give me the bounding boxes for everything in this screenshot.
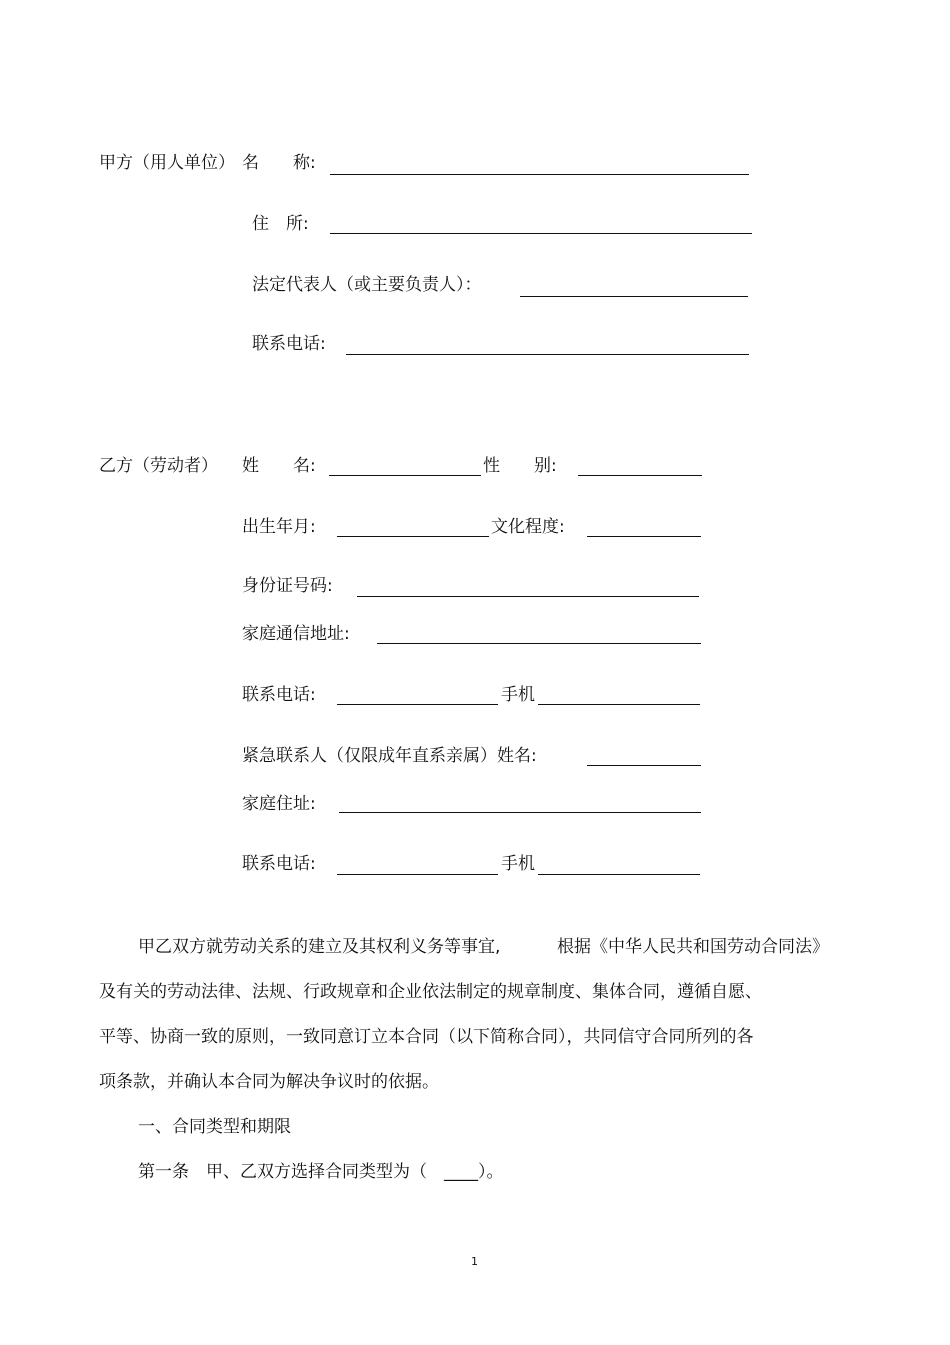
- party-a-address-field[interactable]: [330, 233, 752, 234]
- party-b-gender-label: 性 别:: [483, 456, 557, 476]
- party-b-id-label: 身份证号码:: [242, 576, 333, 596]
- party-b-name-field[interactable]: [329, 475, 481, 476]
- preamble-line-1a: 甲乙双方就劳动关系的建立及其权利义务等事宜,: [138, 937, 501, 957]
- preamble-line-2: 及有关的劳动法律、法规、行政规章和企业依法制定的规章制度、集体合同，遵循自愿、: [99, 982, 762, 1002]
- party-b-birth-label: 出生年月:: [242, 517, 316, 537]
- party-a-phone-field[interactable]: [346, 354, 749, 355]
- party-b-name-label: 姓 名:: [242, 456, 316, 476]
- party-b-home-address-label: 家庭通信地址:: [242, 624, 350, 644]
- party-b-education-field[interactable]: [587, 536, 701, 537]
- party-b-birth-field[interactable]: [337, 536, 489, 537]
- party-a-phone-label: 联系电话:: [252, 334, 326, 354]
- party-b-education-label: 文化程度:: [491, 517, 565, 537]
- party-a-address-label: 住 所:: [252, 214, 309, 234]
- party-b-heading: 乙方（劳动者）: [99, 456, 218, 476]
- preamble-line-4: 项条款，并确认本合同为解决争议时的依据。: [99, 1072, 439, 1092]
- party-a-heading: 甲方（用人单位）: [99, 153, 235, 173]
- party-a-name-label: 名 称:: [242, 153, 316, 173]
- emergency-phone-field[interactable]: [337, 874, 498, 875]
- emergency-mobile-label: 手机: [501, 854, 535, 874]
- party-a-legal-rep-field[interactable]: [520, 296, 748, 297]
- emergency-address-label: 家庭住址:: [242, 794, 316, 814]
- party-a-name-field[interactable]: [330, 174, 749, 175]
- article-1: 第一条 甲、乙双方选择合同类型为（ ____）。: [138, 1162, 504, 1182]
- emergency-address-field[interactable]: [339, 812, 701, 813]
- party-a-legal-rep-label: 法定代表人（或主要负责人）：: [252, 275, 482, 295]
- emergency-contact-label: 紧急联系人（仅限成年直系亲属）姓名:: [242, 746, 537, 766]
- section-1-title: 一、合同类型和期限: [138, 1117, 291, 1137]
- preamble-line-3: 平等、协商一致的原则，一致同意订立本合同（以下简称合同），共同信守合同所列的各: [99, 1027, 754, 1047]
- emergency-phone-label: 联系电话:: [242, 854, 316, 874]
- emergency-contact-name-field[interactable]: [587, 765, 701, 766]
- party-b-gender-field[interactable]: [578, 475, 702, 476]
- party-b-id-field[interactable]: [357, 596, 699, 597]
- party-b-mobile-field[interactable]: [538, 704, 700, 705]
- party-b-phone-label: 联系电话:: [242, 685, 316, 705]
- party-b-home-address-field[interactable]: [377, 643, 701, 644]
- preamble-line-1b: 根据《中华人民共和国劳动合同法》: [557, 937, 829, 957]
- party-b-mobile-label: 手机: [501, 685, 535, 705]
- party-b-phone-field[interactable]: [337, 704, 498, 705]
- page-number: 1: [471, 1255, 478, 1268]
- emergency-mobile-field[interactable]: [538, 874, 700, 875]
